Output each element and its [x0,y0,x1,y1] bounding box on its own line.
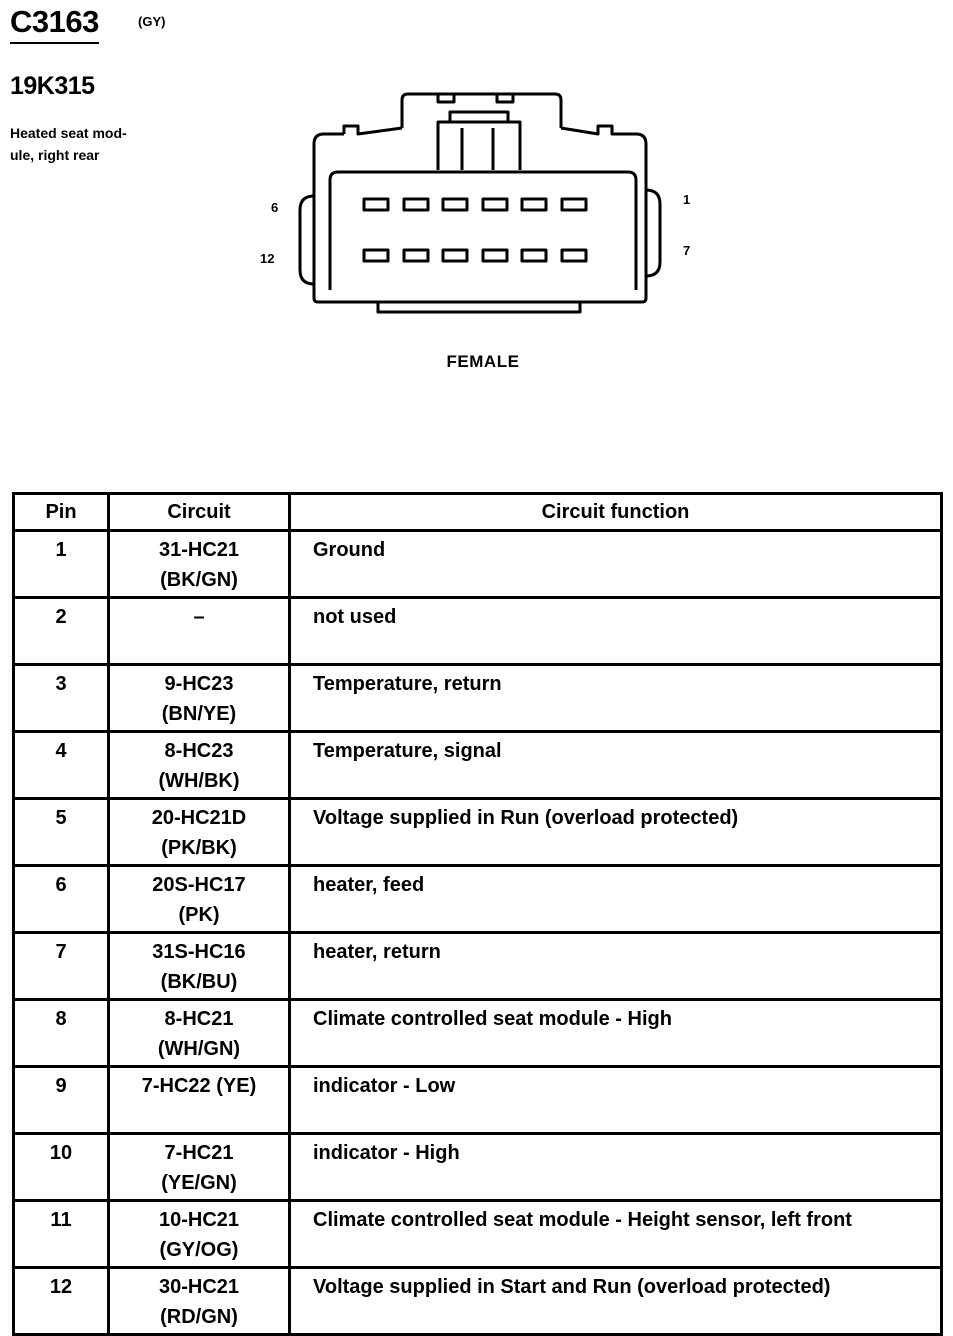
side-rib-right [646,190,660,276]
circuit-id: 31S-HC16 [152,941,246,963]
pin-number: 2 [14,598,109,665]
pin-label-bottom-left: 12 [260,251,275,266]
pin-number: 11 [14,1201,109,1268]
pin-number: 1 [14,531,109,598]
side-rib-left [300,196,314,284]
circuit-cell [109,665,290,732]
pin-number: 4 [14,732,109,799]
circuit-function: Climate controlled seat module - Height sensor, left front [290,1201,942,1268]
pin-number: 7 [14,933,109,1000]
circuit-function: Temperature, signal [290,732,942,799]
table-row [14,866,942,933]
pin-number: 5 [14,799,109,866]
circuit-id: 20S-HC17 [152,874,246,896]
table-header-row [14,494,942,531]
pin-cavity [562,250,586,261]
wire-color: (BN/YE) [161,703,237,725]
wire-color: (WH/GN) [157,1038,241,1060]
circuit-id: 7-HC21 [164,1142,234,1164]
circuit-id: 9-HC23 [164,673,234,695]
circuit-id: – [193,606,205,628]
pin-number: 3 [14,665,109,732]
circuit-cell [109,933,290,1000]
table-row [14,531,942,598]
circuit-function: heater, return [290,933,942,1000]
circuit-id: 20-HC21D [151,807,247,829]
pin-label-top-left: 6 [271,200,279,215]
wire-color: (PK) [178,904,220,926]
color-code: (GY) [138,14,166,29]
circuit-id: 8-HC21 [164,1008,234,1030]
pin-label-bottom-right: 7 [683,243,691,258]
circuit-cell [109,1201,290,1268]
pin-cavity [404,199,428,210]
pin-cavity [364,199,388,210]
table-row [14,598,942,665]
pin-cavity [522,199,546,210]
pin-cavity [443,199,467,210]
gender-label: FEMALE [446,352,520,371]
circuit-cell [109,1000,290,1067]
latch-lock [438,122,520,170]
header-circuit: Circuit [109,494,290,531]
table-row [14,1067,942,1134]
pin-number: 9 [14,1067,109,1134]
pin-number: 10 [14,1134,109,1201]
circuit-cell [109,1067,290,1134]
wire-color: (BK/BU) [160,971,238,993]
circuit-function: Ground [290,531,942,598]
part-number: 19K315 [10,72,95,100]
pin-cavity [404,250,428,261]
circuit-id: 7-HC22 (YE) [141,1075,257,1097]
table-row [14,1268,942,1335]
circuit-function: heater, feed [290,866,942,933]
circuit-function: indicator - High [290,1134,942,1201]
circuit-id: 31-HC21 [158,539,240,561]
circuit-function: not used [290,598,942,665]
description-line: ule, right rear [10,147,100,163]
wire-color: (RD/GN) [160,1306,238,1328]
wire-color: (YE/GN) [161,1172,237,1194]
latch-notch [497,94,513,102]
table-row [14,1000,942,1067]
circuit-cell [109,531,290,598]
pin-label-top-right: 1 [683,192,691,207]
latch-notch [438,94,454,102]
header-pin: Pin [14,494,109,531]
connector-id: C3163 [10,4,99,44]
wire-color: (PK/BK) [161,837,237,859]
circuit-function: Climate controlled seat module - High [290,1000,942,1067]
table-row [14,933,942,1000]
circuit-function: Temperature, return [290,665,942,732]
circuit-id: 30-HC21 [158,1276,240,1298]
connector-cavity [330,172,636,290]
pin-cavity [364,250,388,261]
circuit-cell [109,598,290,665]
wire-color: (BK/GN) [160,569,238,591]
pin-number: 8 [14,1000,109,1067]
header-function: Circuit function [290,494,942,531]
circuit-id: 8-HC23 [164,740,234,762]
pin-cavity [483,250,507,261]
pin-table [12,492,943,1336]
pin-number: 12 [14,1268,109,1335]
circuit-function: Voltage supplied in Start and Run (overload protected) [290,1268,942,1335]
circuit-function: indicator - Low [290,1067,942,1134]
pin-cavity [483,199,507,210]
pin-number: 6 [14,866,109,933]
connector-housing [314,126,646,302]
table-row [14,799,942,866]
pin-cavity [443,250,467,261]
circuit-cell [109,866,290,933]
circuit-function: Voltage supplied in Run (overload protected) [290,799,942,866]
circuit-id: 10-HC21 [158,1209,240,1231]
table-row [14,732,942,799]
pin-cavity [562,199,586,210]
circuit-cell [109,799,290,866]
pin-cavity [522,250,546,261]
circuit-cell [109,1134,290,1201]
table-row [14,665,942,732]
wire-color: (GY/OG) [159,1239,239,1261]
circuit-cell [109,1268,290,1335]
connector-diagram [0,0,953,340]
description-line: Heated seat mod- [10,125,127,141]
circuit-cell [109,732,290,799]
table-row [14,1201,942,1268]
table-row [14,1134,942,1201]
wire-color: (WH/BK) [158,770,240,792]
